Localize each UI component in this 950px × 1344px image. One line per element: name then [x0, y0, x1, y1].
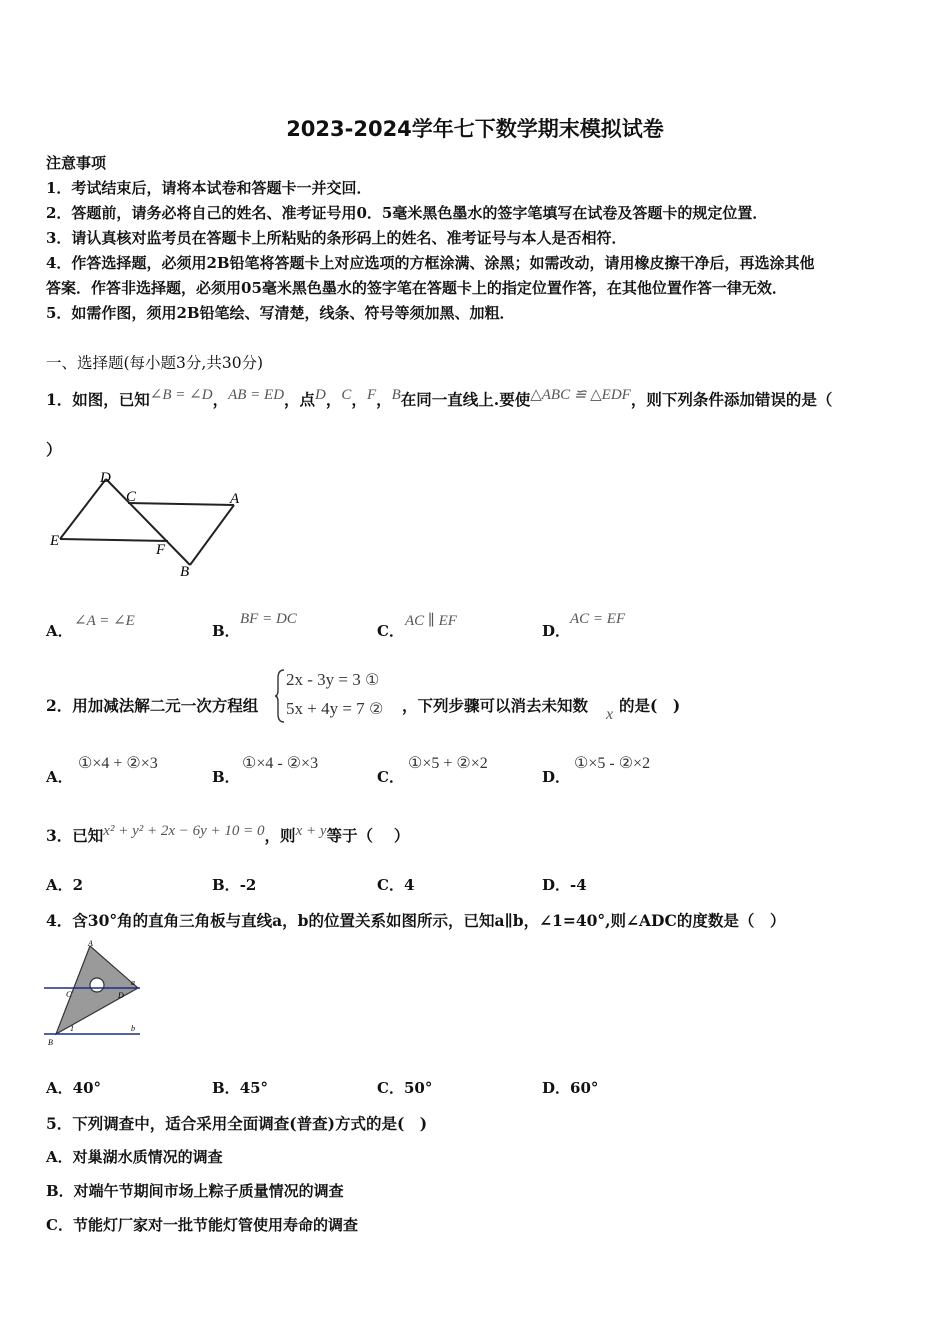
- q1-option-b: BF = DC: [240, 611, 297, 627]
- q1-option-d-letter: D．: [542, 622, 571, 640]
- q3-option-b: B．-2: [212, 876, 257, 894]
- question-4-figure: [42, 938, 146, 1050]
- label-line-b: b: [131, 1024, 135, 1033]
- question-1-paren: ）: [46, 440, 62, 459]
- notes-heading: 注意事项: [46, 154, 107, 172]
- q2-option-a-letter: A．: [46, 768, 73, 786]
- q1-option-a: ∠A = ∠E: [74, 613, 135, 629]
- q2-option-c: ①×5 + ②×2: [408, 755, 488, 772]
- note-item: 5．如需作图，须用2B铅笔绘、写清楚，线条、符号等须加黑、加粗．: [46, 304, 515, 322]
- q5-option-c: C．节能灯厂家对一批节能灯管使用寿命的调查: [46, 1216, 358, 1234]
- label-d: D: [100, 470, 111, 486]
- q1-option-c-letter: C．: [377, 622, 404, 640]
- segment-ef: [60, 539, 168, 541]
- note-item: 3．请认真核对监考员在答题卡上所粘贴的条形码上的姓名、准考证号与本人是否相符．: [46, 229, 627, 247]
- system-equation-2: 5x + 4y = 7 ②: [286, 699, 384, 718]
- q1-option-c: AC ∥ EF: [405, 613, 457, 629]
- question-2-lead: 2．用加减法解二元一次方程组: [46, 696, 259, 715]
- label-c: C: [126, 489, 137, 505]
- ruler-hole: [90, 978, 104, 992]
- label-line-a: a: [131, 978, 135, 987]
- segment-ab: [190, 505, 234, 565]
- question-4-text: 4．含30°角的直角三角板与直线a，b的位置关系如图所示，已知a∥b，∠1=40°,则∠ADC的度数是（ ）: [46, 911, 786, 930]
- note-item: 答案．作答非选择题，必须用05毫米黑色墨水的签字笔在答题卡上的指定位置作答，在其他位置作答一律无效．: [46, 279, 787, 297]
- label-f: F: [156, 542, 166, 558]
- label-c: C: [66, 990, 72, 999]
- label-d: D: [118, 991, 124, 1000]
- system-brace: [274, 668, 286, 724]
- q3-option-c: C．4: [377, 876, 415, 894]
- label-e: E: [50, 533, 60, 549]
- q4-option-d: D．60°: [542, 1079, 599, 1097]
- system-equation-1: 2x - 3y = 3 ①: [286, 670, 380, 689]
- label-a: A: [230, 491, 240, 507]
- segment-ca: [128, 503, 234, 505]
- q1-option-a-letter: A．: [46, 622, 73, 640]
- note-item: 2．答题前，请务必将自己的姓名、准考证号用0．5毫米黑色墨水的签字笔填写在试卷及答题卡的规定位置．: [46, 204, 768, 222]
- q4-option-c: C．50°: [377, 1079, 433, 1097]
- segment-db: [106, 479, 190, 565]
- segment-de: [60, 479, 106, 539]
- q2-option-a: ①×4 + ②×3: [78, 755, 158, 772]
- page-title: 2023-2024学年七下数学期末模拟试卷: [286, 117, 664, 141]
- q3-option-d: D．-4: [542, 876, 587, 894]
- label-angle-1: 1: [70, 1024, 74, 1033]
- question-1-text: 1．如图，已知∠B = ∠D，AB = ED，点D，C，F，B在同一直线上.要使△ABC ≌ △EDF，则下列条件添加错误的是（: [46, 387, 833, 409]
- q2-option-c-letter: C．: [377, 768, 404, 786]
- q4-option-b: B．45°: [212, 1079, 269, 1097]
- question-5-text: 5．下列调查中，适合采用全面调查(普查)方式的是( ): [46, 1114, 428, 1133]
- question-2-mid: ，下列步骤可以消去未知数: [402, 696, 589, 715]
- q4-option-a: A．40°: [46, 1079, 102, 1097]
- q3-option-a: A．2: [46, 876, 84, 894]
- question-3-text: 3．已知x² + y² + 2x − 6y + 10 = 0，则x + y等于（ ）: [46, 823, 410, 845]
- question-1-figure: [44, 465, 254, 580]
- q2-option-d-letter: D．: [542, 768, 571, 786]
- q1-option-d: AC = EF: [570, 611, 626, 627]
- section-heading: 一、选择题(每小题3分,共30分): [46, 354, 264, 372]
- question-2-tail: 的是( ): [619, 696, 681, 715]
- q1-option-b-letter: B．: [212, 622, 240, 640]
- q2-option-b: ①×4 - ②×3: [242, 755, 319, 772]
- label-b-vertex: B: [48, 1038, 53, 1047]
- q5-option-b: B．对端午节期间市场上粽子质量情况的调查: [46, 1182, 344, 1200]
- q5-option-a: A．对巢湖水质情况的调查: [46, 1148, 223, 1166]
- label-a-vertex: A: [88, 939, 93, 948]
- q2-option-b-letter: B．: [212, 768, 240, 786]
- note-item: 4．作答选择题，必须用2B铅笔将答题卡上对应选项的方框涂满、涂黑；如需改动，请用橡皮擦干净后，再选涂其他: [46, 254, 815, 272]
- label-b: B: [180, 564, 190, 580]
- note-item: 1．考试结束后，请将本试卷和答题卡一并交回．: [46, 179, 372, 197]
- q2-option-d: ①×5 - ②×2: [574, 755, 651, 772]
- question-2-variable: x: [606, 706, 614, 723]
